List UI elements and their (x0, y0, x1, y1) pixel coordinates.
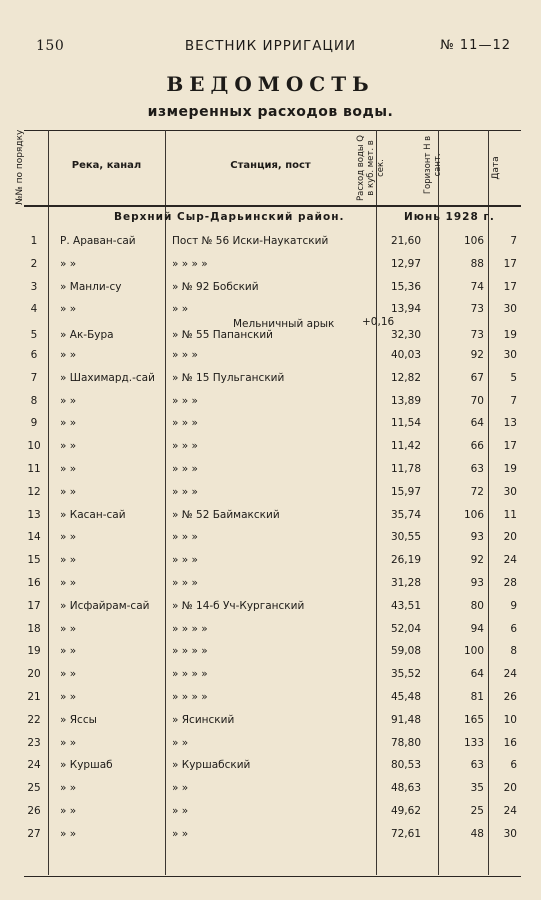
table-row (24, 823, 521, 846)
column-header-date: Дата (491, 156, 501, 180)
row-number: 26 (27, 805, 41, 817)
date-cell: 24 (503, 554, 517, 567)
horizon-cell: 92 (470, 554, 484, 567)
issue-number: № 11—12 (440, 38, 511, 53)
flow-cell: 32,30 (390, 329, 421, 342)
flow-cell: 11,54 (390, 417, 421, 430)
flow-cell: 78,80 (390, 736, 421, 749)
table-row (24, 549, 521, 572)
column-header-horizon: Горизонт H в сант. (423, 135, 443, 195)
date-cell: 7 (510, 394, 517, 407)
row-number: 6 (30, 349, 38, 361)
station-cell: » » (172, 736, 189, 749)
date-cell: 20 (503, 531, 517, 544)
date-cell: 19 (503, 463, 517, 475)
date-cell: 17 (503, 440, 517, 453)
station-cell: » № 52 Баймакский (172, 508, 280, 521)
river-cell: » » (60, 577, 77, 589)
station-cell: Пост № 56 Иски-Наукатский (172, 235, 329, 247)
horizon-cell: 70 (470, 394, 484, 407)
row-number: 16 (27, 577, 41, 589)
horizon-cell: 106 (463, 235, 484, 247)
horizon-cell: 80 (470, 599, 484, 612)
river-cell: » Исфайрам-сай (60, 599, 150, 612)
station-cell: » » » (172, 394, 198, 407)
table-row (24, 754, 521, 777)
date-cell: 5 (510, 371, 517, 384)
row-number: 5 (30, 329, 38, 342)
horizon-cell: 88 (470, 257, 484, 270)
table-row (24, 572, 521, 595)
date-cell: 30 (503, 349, 517, 361)
station-cell: » » » (172, 463, 198, 475)
table-row (24, 709, 521, 732)
river-cell: » Яссы (60, 713, 97, 726)
flow-cell: 31,28 (390, 577, 421, 589)
flow-cell: 72,61 (390, 827, 421, 840)
river-cell: » » (60, 622, 77, 635)
table-row (24, 435, 521, 458)
row-number: 4 (30, 303, 38, 316)
horizon-cell: 93 (470, 531, 484, 544)
station-cell: » » » » (172, 691, 208, 703)
date-cell: 28 (503, 577, 517, 589)
river-cell: » Касан-сай (60, 508, 126, 521)
date-cell: 24 (503, 668, 517, 681)
river-cell: » » (60, 554, 77, 567)
station-cell: » » (172, 827, 189, 840)
river-cell: » » (60, 440, 77, 453)
row-number: 20 (27, 668, 41, 681)
row-number: 9 (30, 417, 38, 430)
row-number: 7 (30, 371, 38, 384)
horizon-cell: 73 (470, 303, 484, 316)
horizon-cell: 35 (470, 782, 484, 795)
table-row (24, 686, 521, 709)
date-cell: 20 (503, 782, 517, 795)
table-row (24, 230, 521, 253)
row-number: 21 (27, 691, 41, 703)
row-number: 24 (27, 759, 41, 772)
river-cell: » » (60, 782, 77, 795)
horizon-cell: 25 (470, 805, 484, 817)
date-cell: 30 (503, 485, 517, 498)
row-number: 14 (27, 531, 41, 544)
table-row (24, 390, 521, 413)
table-row (24, 800, 521, 823)
row-number: 11 (27, 463, 41, 475)
horizon-cell: 94 (470, 622, 484, 635)
station-cell: » » (172, 805, 189, 817)
row-number: 2 (30, 257, 38, 270)
document-title: ВЕДОМОСТЬ (166, 72, 375, 96)
station-cell: » № 14-б Уч-Курганский (172, 599, 305, 612)
river-cell: » Ак-Бура (60, 329, 114, 342)
river-cell: » » (60, 531, 77, 544)
horizon-cell: 133 (463, 736, 484, 749)
flow-cell: 59,08 (390, 645, 421, 658)
date-cell: 6 (510, 759, 517, 772)
flow-cell: 12,97 (390, 257, 421, 270)
row-number: 18 (27, 622, 41, 635)
date-cell: 19 (503, 329, 517, 342)
date-cell: 17 (503, 280, 517, 293)
table-row (24, 367, 521, 390)
period-label: Июнь 1928 г. (404, 211, 495, 223)
station-cell: » Ясинский (172, 713, 235, 726)
table-row (24, 732, 521, 755)
date-cell: 26 (503, 691, 517, 703)
flow-cell: 45,48 (390, 691, 421, 703)
flow-cell: 15,36 (390, 280, 421, 293)
canal-annotation: Мельничный арык (233, 318, 335, 330)
table-row (24, 663, 521, 686)
horizon-cell: 74 (470, 280, 484, 293)
station-cell: » № 55 Папанский (172, 329, 273, 342)
row-number: 19 (27, 645, 41, 658)
horizon-cell: 64 (470, 417, 484, 430)
flow-cell: 43,51 (390, 599, 421, 612)
flow-cell: 30,55 (390, 531, 421, 544)
horizon-cell: 72 (470, 485, 484, 498)
flow-cell: 35,74 (390, 508, 421, 521)
flow-cell: 11,78 (390, 463, 421, 475)
station-cell: » » » (172, 577, 198, 589)
river-cell: » » (60, 736, 77, 749)
page-number: 150 (36, 38, 65, 54)
row-number: 23 (27, 736, 41, 749)
column-header-river: Река, канал (71, 160, 142, 171)
flow-extra-value: +0,16 (362, 316, 395, 328)
column-header-no: №№ по порядку (15, 129, 25, 205)
horizon-cell: 48 (470, 827, 484, 840)
flow-cell: 26,19 (390, 554, 421, 567)
table-row (24, 458, 521, 481)
column-header-station: Станция, пост (230, 160, 311, 171)
station-cell: » » (172, 303, 189, 316)
date-cell: 11 (503, 508, 517, 521)
flow-cell: 40,03 (390, 349, 421, 361)
flow-cell: 13,89 (390, 394, 421, 407)
journal-title: ВЕСТНИК ИРРИГАЦИИ (184, 38, 357, 54)
table-row (24, 618, 521, 641)
date-cell: 30 (503, 303, 517, 316)
river-cell: » Манли-су (60, 280, 122, 293)
river-cell: » » (60, 303, 77, 316)
river-cell: » » (60, 257, 77, 270)
flow-cell: 21,60 (390, 235, 421, 247)
table-row (24, 777, 521, 800)
station-cell: » » » (172, 349, 198, 361)
station-cell: » № 15 Пульганский (172, 371, 285, 384)
river-cell: » » (60, 349, 77, 361)
flow-cell: 48,63 (390, 782, 421, 795)
table-row (24, 344, 521, 367)
flow-cell: 35,52 (390, 668, 421, 681)
horizon-cell: 100 (463, 645, 484, 658)
river-cell: » Куршаб (60, 759, 113, 772)
river-cell: » » (60, 805, 77, 817)
row-number: 13 (27, 508, 41, 521)
flow-cell: 80,53 (390, 759, 421, 772)
station-cell: » » » » (172, 622, 208, 635)
row-number: 8 (30, 394, 38, 407)
river-cell: » » (60, 394, 77, 407)
station-cell: » » » (172, 554, 198, 567)
horizon-cell: 64 (470, 668, 484, 681)
row-number: 3 (30, 280, 38, 293)
row-number: 1 (30, 235, 38, 247)
river-cell: » » (60, 691, 77, 703)
station-cell: » » » (172, 440, 198, 453)
station-cell: » » » (172, 417, 198, 430)
date-cell: 24 (503, 805, 517, 817)
date-cell: 9 (510, 599, 517, 612)
column-header-flow: Расход воды Q в куб. мет. в сек. (356, 135, 386, 202)
river-cell: » » (60, 668, 77, 681)
horizon-cell: 67 (470, 371, 484, 384)
table-row (24, 253, 521, 276)
row-number: 15 (27, 554, 41, 567)
row-number: 10 (27, 440, 41, 453)
river-cell: » » (60, 417, 77, 430)
river-cell: » » (60, 485, 77, 498)
station-cell: » » » (172, 531, 198, 544)
date-cell: 30 (503, 827, 517, 840)
station-cell: » » (172, 782, 189, 795)
horizon-cell: 81 (470, 691, 484, 703)
flow-cell: 52,04 (390, 622, 421, 635)
flow-cell: 11,42 (390, 440, 421, 453)
flow-cell: 15,97 (390, 485, 421, 498)
river-cell: Р. Араван-сай (60, 235, 136, 247)
date-cell: 17 (503, 257, 517, 270)
river-cell: » » (60, 645, 77, 658)
row-number: 12 (27, 485, 41, 498)
table-row (24, 640, 521, 663)
table-row (24, 526, 521, 549)
river-cell: » » (60, 463, 77, 475)
station-cell: » » » (172, 485, 198, 498)
row-number: 27 (27, 827, 41, 840)
horizon-cell: 106 (463, 508, 484, 521)
river-cell: » » (60, 827, 77, 840)
table-row (24, 481, 521, 504)
date-cell: 16 (503, 736, 517, 749)
table-row (24, 276, 521, 299)
river-cell: » Шахимард.-сай (60, 371, 155, 384)
horizon-cell: 92 (470, 349, 484, 361)
row-number: 17 (27, 599, 41, 612)
date-cell: 7 (510, 235, 517, 247)
station-cell: » » » » (172, 668, 208, 681)
date-cell: 13 (503, 417, 517, 430)
row-number: 25 (27, 782, 41, 795)
table-row (24, 504, 521, 527)
flow-cell: 91,48 (390, 713, 421, 726)
district-name: Верхний Сыр-Дарьинский район. (114, 211, 345, 223)
flow-cell: 13,94 (390, 303, 421, 316)
date-cell: 6 (510, 622, 517, 635)
horizon-cell: 73 (470, 329, 484, 342)
horizon-cell: 63 (470, 463, 484, 475)
horizon-cell: 93 (470, 577, 484, 589)
horizon-cell: 165 (463, 713, 484, 726)
station-cell: » № 92 Бобский (172, 280, 259, 293)
station-cell: » Куршабский (172, 759, 251, 772)
station-cell: » » » » (172, 257, 208, 270)
document-subtitle: измеренных расходов воды. (147, 104, 394, 120)
flow-cell: 49,62 (390, 805, 421, 817)
header-divider (24, 205, 521, 207)
table-row (24, 595, 521, 618)
table-row (24, 412, 521, 435)
date-cell: 10 (503, 713, 517, 726)
horizon-cell: 66 (470, 440, 484, 453)
date-cell: 8 (510, 645, 517, 658)
horizon-cell: 63 (470, 759, 484, 772)
flow-cell: 12,82 (390, 371, 421, 384)
row-number: 22 (27, 713, 41, 726)
station-cell: » » » » (172, 645, 208, 658)
